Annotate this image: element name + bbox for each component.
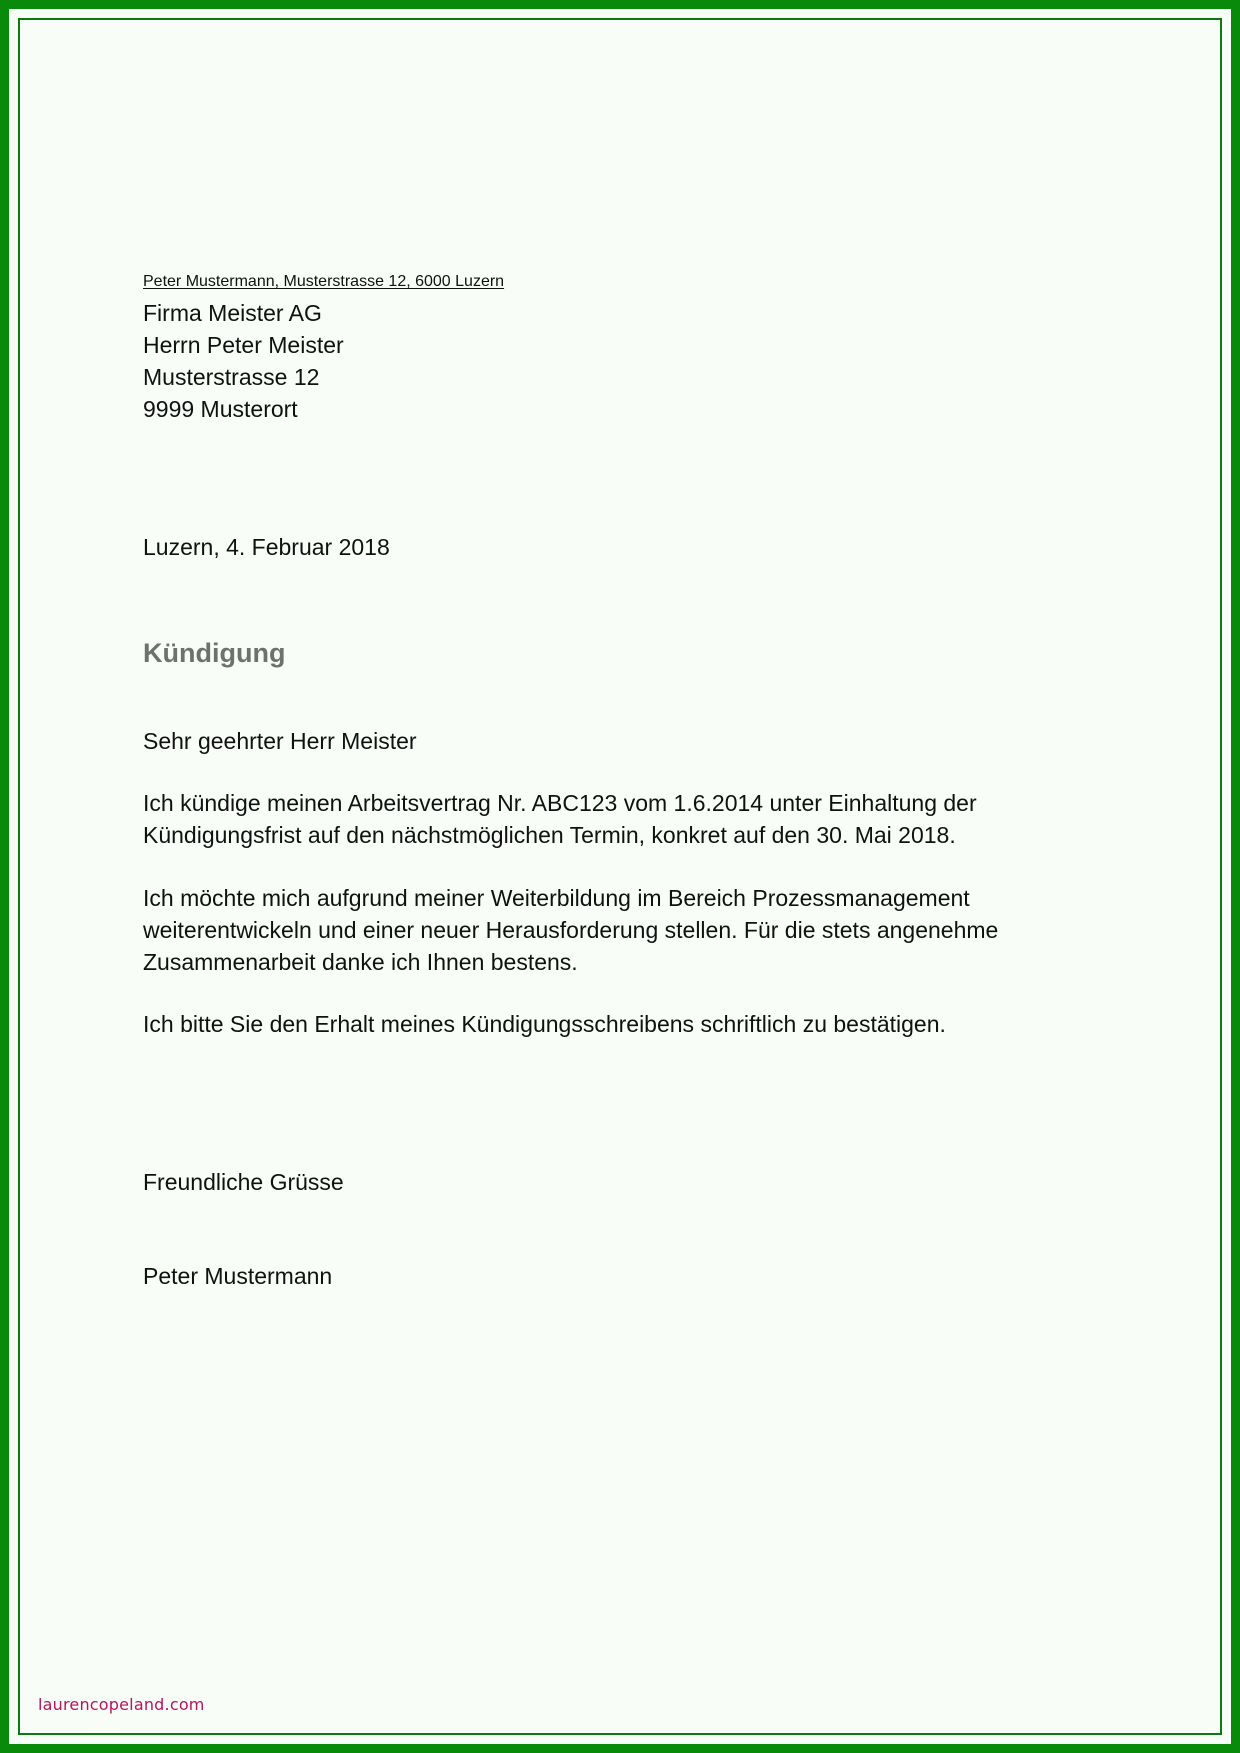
closing: Freundliche Grüsse [143,1169,344,1195]
paragraph-confirmation [143,1008,1123,1040]
recipient-city: 9999 Musterort [143,396,298,422]
recipient-street: Musterstrasse 12 [143,364,320,390]
subject-heading: Kündigung [143,638,286,668]
signature-name: Peter Mustermann [143,1263,333,1289]
recipient-company: Firma Meister AG [143,300,322,326]
paragraph-line: Kündigungsfrist auf den nächstmöglichen Termin, konkret auf den 30. Mai 2018. [143,822,956,848]
place-date: Luzern, 4. Februar 2018 [143,534,390,560]
paragraph-reason [143,882,1123,978]
sender-line: Peter Mustermann, Musterstrasse 12, 6000 Luzern [143,273,505,290]
paragraph-line: Ich möchte mich aufgrund meiner Weiterbildung im Bereich Prozessmanagement [143,885,970,911]
paragraph-line: Ich bitte Sie den Erhalt meines Kündigungsschreibens schriftlich zu bestätigen. [143,1011,946,1037]
paragraph-line: Ich kündige meinen Arbeitsvertrag Nr. ABC123 vom 1.6.2014 unter Einhaltung der [143,790,977,816]
paragraph-line: Zusammenarbeit danke ich Ihnen bestens. [143,949,578,975]
paragraph-line: weiterentwickeln und einer neuer Herausforderung stellen. Für die stets angenehme [143,917,999,943]
watermark-text: laurencopeland.com [38,1695,205,1714]
salutation: Sehr geehrter Herr Meister [143,728,417,754]
recipient-person: Herrn Peter Meister [143,332,344,358]
paragraph-termination [143,787,1123,851]
